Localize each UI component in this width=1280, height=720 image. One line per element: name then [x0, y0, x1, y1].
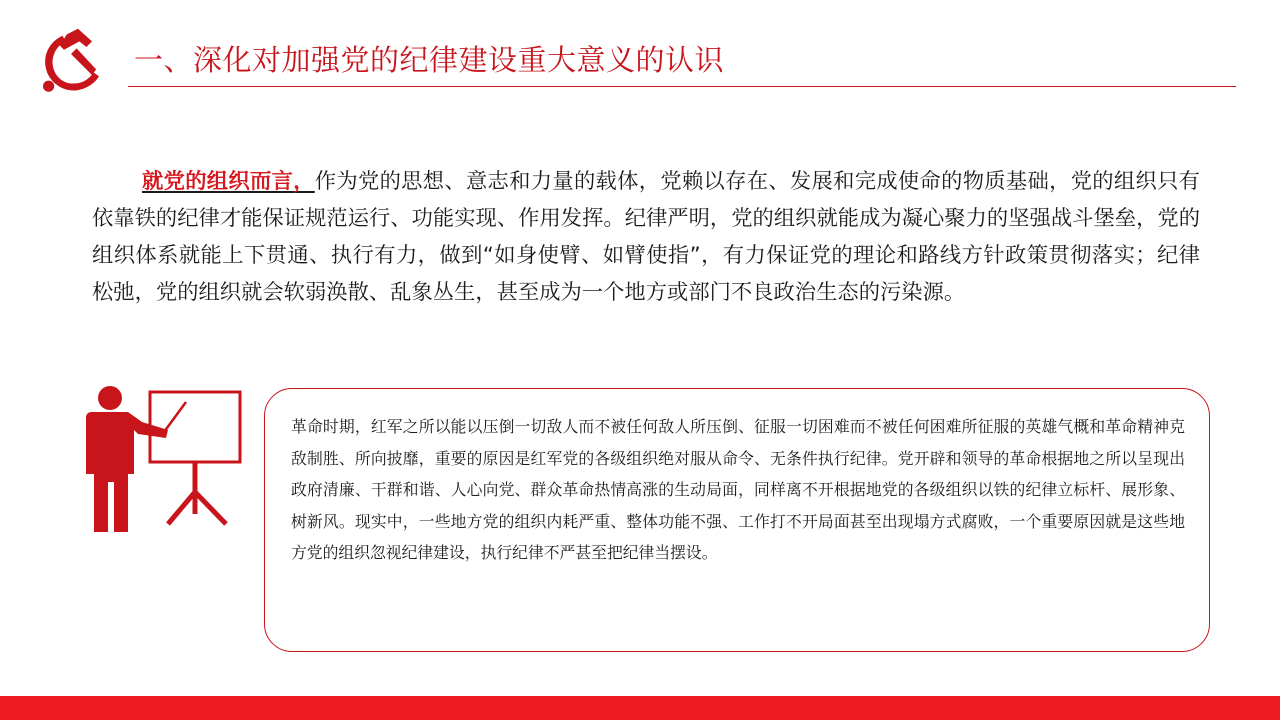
hammer-and-sickle-icon: [36, 26, 106, 96]
paragraph-body: 作为党的思想、意志和力量的载体，党赖以存在、发展和完成使命的物质基础，党的组织只有依靠铁的纪律才能保证规范运行、功能实现、作用发挥。纪律严明，党的组织就能成为凝心聚力的坚强战斗堡垒，党的组织体系就能上下贯通、执行有力，做到“如身使臂、如臂使指”，有力保证党的理论和路线方针政策贯彻落实；纪律松弛，党的组织就会软弱涣散、乱象丛生，甚至成为一个地方或部门不良政治生态的污染源。: [92, 169, 1200, 305]
paragraph-lead: 就党的组织而言，: [142, 169, 315, 194]
quote-text: 革命时期，红军之所以能以压倒一切敌人而不被任何敌人所压倒、征服一切困难而不被任何困难所征服的英雄气概和革命精神克敌制胜、所向披靡，重要的原因是红军党的各级组织绝对服从命令、无条件执行纪律。党开辟和领导的革命根据地之所以呈现出政府清廉、干群和谐、人心向党、群众革命热情高涨的生动局面，同样离不开根据地党的各级组织以铁的纪律立标杆、展形象、树新风。现实中，一些地方党的组织内耗严重、整体功能不强、工作打不开局面甚至出现塌方式腐败，一个重要原因就是这些地方党的组织忽视纪律建设，执行纪律不严甚至把纪律当摆设。: [291, 417, 1185, 562]
main-paragraph: [92, 163, 1200, 311]
footer-bar: [0, 696, 1280, 720]
quote-box: [264, 388, 1210, 652]
title-divider: [128, 86, 1236, 87]
presenter-board-icon: [76, 382, 246, 538]
page-title: 一、深化对加强党的纪律建设重大意义的认识: [134, 43, 725, 77]
